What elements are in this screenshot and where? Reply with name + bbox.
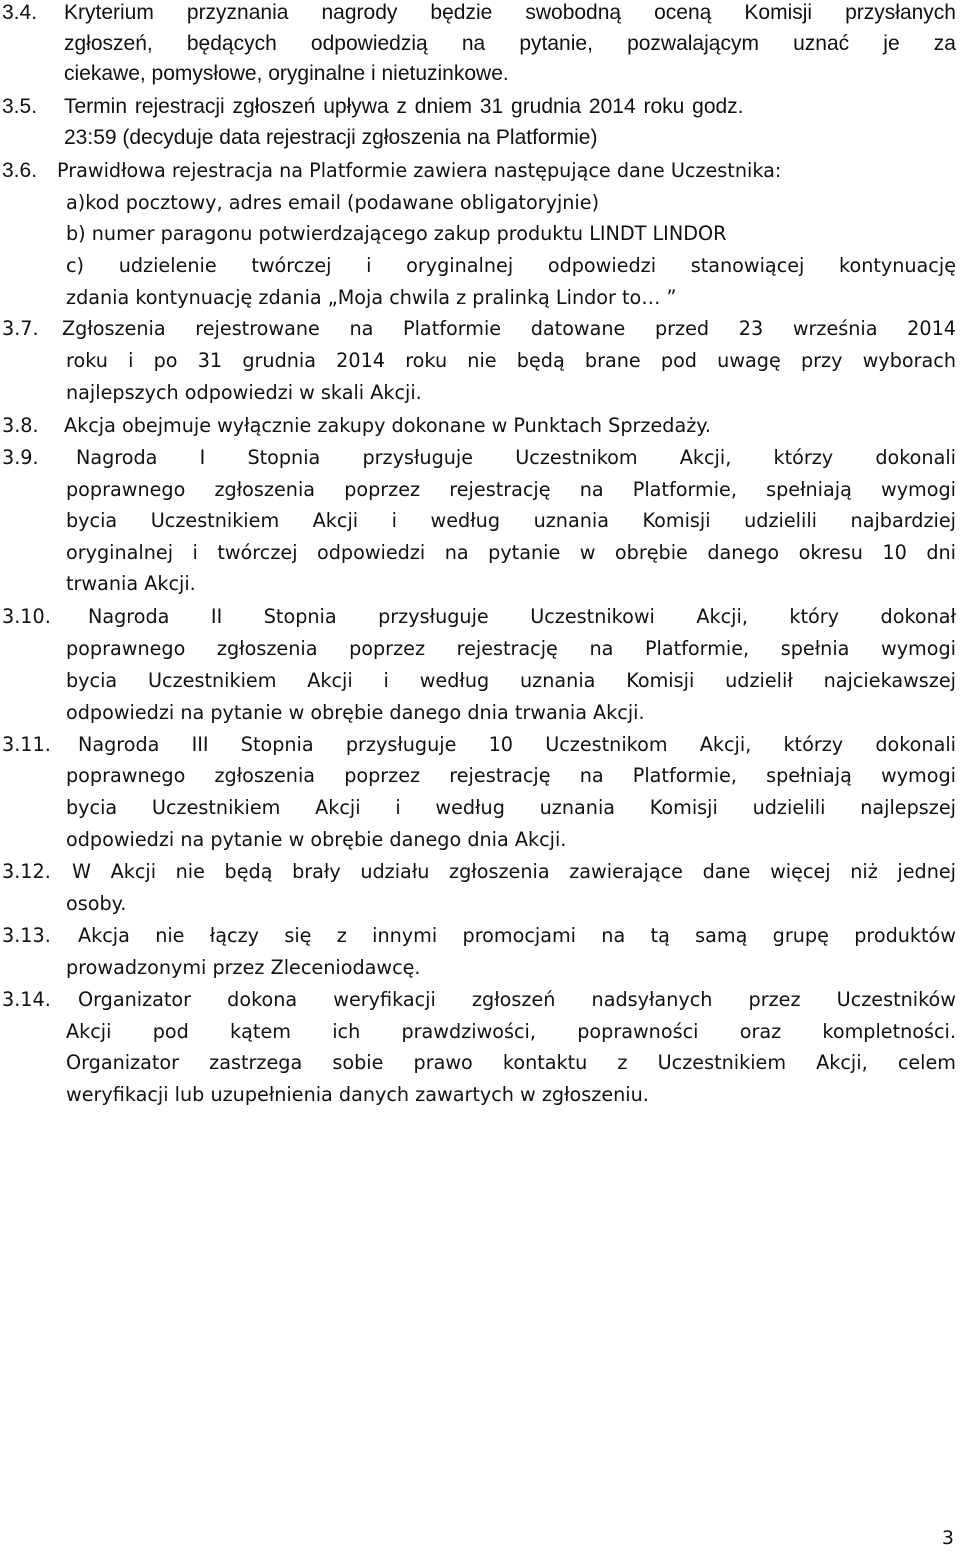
- clause-text-line: bycia Uczestnikiem Akcji i według uznania Komisji udzielili najlepszej: [66, 796, 956, 819]
- clause-text-line: Organizator zastrzega sobie prawo kontaktu z Uczestnikiem Akcji, celem: [66, 1051, 956, 1074]
- clause-text-line: trwania Akcji.: [66, 572, 196, 595]
- clause-text-line: poprawnego zgłoszenia poprzez rejestrację na Platformie, spełniają wymogi: [66, 478, 956, 501]
- clause-text-line: weryfikacji lub uzupełnienia danych zawartych w zgłoszeniu.: [66, 1083, 649, 1106]
- clause-text-line: Nagroda III Stopnia przysługuje 10 Uczestnikom Akcji, którzy dokonali: [78, 733, 956, 756]
- clause-text-line: odpowiedzi na pytanie w obrębie danego dnia Akcji.: [66, 828, 567, 851]
- clause-number: 3.4.: [2, 1, 38, 24]
- clause-number: 3.11.: [2, 733, 51, 756]
- clause-text-line: Organizator dokona weryfikacji zgłoszeń nadsyłanych przez Uczestników: [78, 988, 956, 1011]
- clause-text-line: bycia Uczestnikiem Akcji i według uznania Komisji udzielili najbardziej: [66, 509, 956, 532]
- clause-text-line: Kryterium przyznania nagrody będzie swobodną oceną Komisji przysłanych: [64, 1, 956, 24]
- clause-text-line: b) numer paragonu potwierdzającego zakup produktu LINDT LINDOR: [66, 222, 727, 245]
- clause-number: 3.9.: [2, 446, 39, 469]
- clause-text-line: najlepszych odpowiedzi w skali Akcji.: [66, 381, 422, 404]
- clause-number: 3.14.: [2, 988, 51, 1011]
- clause-text-line: oryginalnej i twórczej odpowiedzi na pytanie w obrębie danego okresu 10 dni: [66, 541, 956, 564]
- clause-text-line: Prawidłowa rejestracja na Platformie zawiera następujące dane Uczestnika:: [57, 159, 782, 182]
- clause-text-line: Akcji pod kątem ich prawdziwości, poprawności oraz kompletności.: [66, 1020, 956, 1043]
- clause-number: 3.5.: [2, 95, 38, 118]
- clause-text-line: Nagroda I Stopnia przysługuje Uczestnikom Akcji, którzy dokonali: [76, 446, 956, 469]
- clause-number: 3.13.: [2, 924, 51, 947]
- clause-text-line: Nagroda II Stopnia przysługuje Uczestnikowi Akcji, który dokonał: [88, 605, 956, 628]
- clause-number: 3.8.: [2, 414, 39, 437]
- clause-text-line: Termin rejestracji zgłoszeń upływa z dniem 31 grudnia 2014 roku godz.: [64, 95, 744, 118]
- clause-number: 3.7.: [2, 317, 39, 340]
- clause-text-line: roku i po 31 grudnia 2014 roku nie będą brane pod uwagę przy wyborach: [66, 349, 956, 372]
- clause-text-line: a)kod pocztowy, adres email (podawane obligatoryjnie): [66, 191, 600, 214]
- clause-number: 3.6.: [2, 159, 38, 182]
- clause-number: 3.10.: [2, 605, 51, 628]
- clause-text-line: bycia Uczestnikiem Akcji i według uznania Komisji udzielił najciekawszej: [66, 669, 956, 692]
- clause-text-line: W Akcji nie będą brały udziału zgłoszenia zawierające dane więcej niż jednej: [72, 860, 956, 883]
- clause-text-line: poprawnego zgłoszenia poprzez rejestrację na Platformie, spełnia wymogi: [66, 637, 956, 660]
- clause-text-line: c) udzielenie twórczej i oryginalnej odpowiedzi stanowiącej kontynuację: [66, 254, 956, 277]
- clause-text-line: Akcja obejmuje wyłącznie zakupy dokonane w Punktach Sprzedaży.: [64, 414, 712, 437]
- clause-number: 3.12.: [2, 860, 51, 883]
- clause-text-line: odpowiedzi na pytanie w obrębie danego dnia trwania Akcji.: [66, 701, 645, 724]
- clause-text-line: Zgłoszenia rejestrowane na Platformie datowane przed 23 września 2014: [62, 317, 956, 340]
- clause-text-line: ciekawe, pomysłowe, oryginalne i nietuzinkowe.: [64, 62, 509, 85]
- clause-text-line: prowadzonymi przez Zleceniodawcę.: [66, 956, 421, 979]
- clause-text-line: Akcja nie łączy się z innymi promocjami na tą samą grupę produktów: [78, 924, 956, 947]
- clause-text-line: zdania kontynuację zdania „Moja chwila z pralinką Lindor to… ”: [66, 286, 677, 309]
- clause-text-line: osoby.: [66, 892, 127, 915]
- page-number: 3: [941, 1527, 954, 1549]
- clause-text-line: 23:59 (decyduje data rejestracji zgłoszenia na Platformie): [64, 126, 598, 149]
- clause-text-line: poprawnego zgłoszenia poprzez rejestrację na Platformie, spełniają wymogi: [66, 764, 956, 787]
- clause-text-line: zgłoszeń, będących odpowiedzią na pytanie, pozwalającym uznać je za: [64, 32, 956, 55]
